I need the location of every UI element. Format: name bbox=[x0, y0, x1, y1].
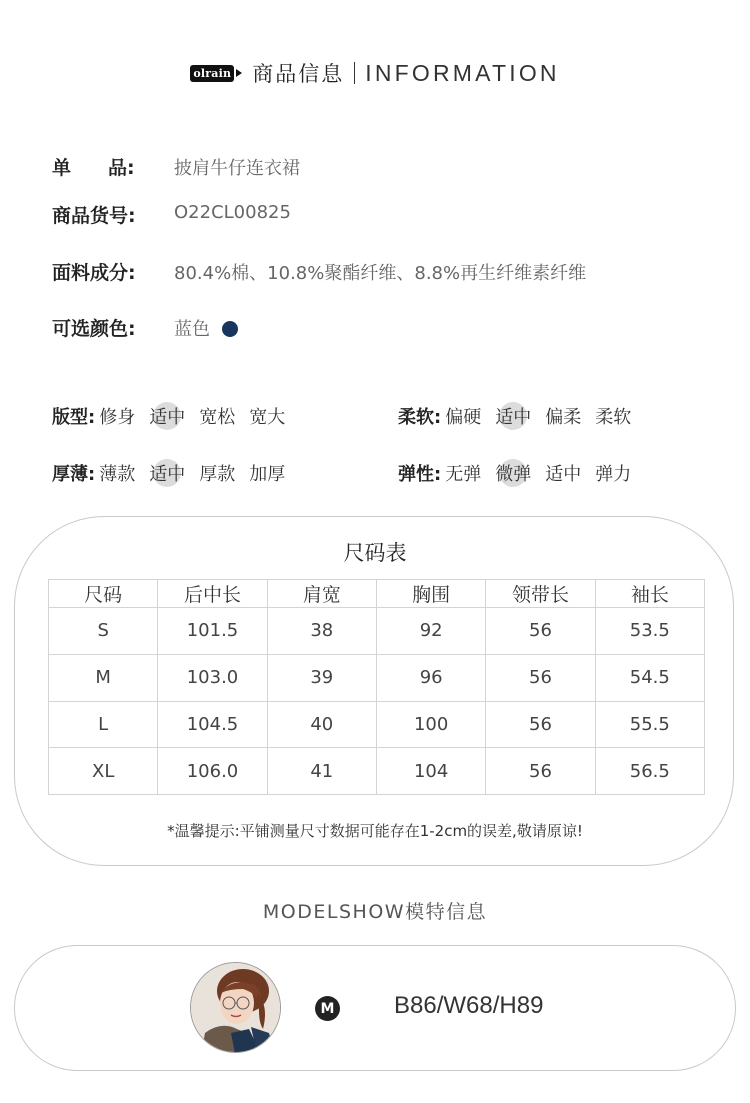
size-table-header-cell: 袖长 bbox=[595, 580, 704, 608]
table-cell: 103.0 bbox=[158, 654, 267, 701]
attr-option: 薄款 bbox=[99, 464, 136, 485]
table-cell: M bbox=[49, 654, 158, 701]
table-cell: 55.5 bbox=[595, 701, 704, 748]
attr-softness bbox=[398, 403, 631, 429]
table-cell: L bbox=[49, 701, 158, 748]
attr-label: 柔软: bbox=[398, 407, 442, 428]
model-heading: MODELSHOW模特信息 bbox=[262, 901, 488, 923]
table-cell: 56 bbox=[486, 701, 595, 748]
table-cell: 56.5 bbox=[595, 748, 704, 795]
attr-option: 宽松 bbox=[199, 407, 236, 428]
attr-label: 弹性: bbox=[398, 464, 442, 485]
table-cell: 101.5 bbox=[158, 608, 267, 655]
color-value-wrap bbox=[174, 315, 238, 341]
table-row bbox=[49, 608, 705, 655]
table-cell: 56 bbox=[486, 748, 595, 795]
model-card bbox=[14, 945, 736, 1071]
attr-fit bbox=[52, 403, 285, 429]
attr-option: 适中 bbox=[545, 464, 582, 485]
table-cell: 104 bbox=[376, 748, 485, 795]
table-cell: 92 bbox=[376, 608, 485, 655]
size-table-header-cell: 后中长 bbox=[158, 580, 267, 608]
table-cell: 39 bbox=[267, 654, 376, 701]
attr-option: 柔软 bbox=[595, 407, 632, 428]
color-label: 可选颜色: bbox=[52, 318, 136, 340]
material-value: 80.4%棉、10.8%聚酯纤维、8.8%再生纤维素纤维 bbox=[174, 263, 587, 284]
product-name-value: 披肩牛仔连衣裙 bbox=[174, 158, 300, 179]
attr-label: 版型: bbox=[52, 407, 96, 428]
attr-option: 适中 bbox=[495, 403, 531, 429]
brand-logo bbox=[190, 65, 234, 82]
table-cell: XL bbox=[49, 748, 158, 795]
size-note: *温馨提示:平铺测量尺寸数据可能存在1-2cm的误差,敬请原谅! bbox=[167, 822, 583, 840]
table-row bbox=[49, 748, 705, 795]
header-divider bbox=[354, 62, 355, 84]
header-title-en: INFORMATION bbox=[365, 59, 560, 86]
attr-option: 加厚 bbox=[249, 464, 286, 485]
attr-option: 厚款 bbox=[199, 464, 236, 485]
sku-value: O22CL00825 bbox=[174, 202, 291, 223]
attr-thickness bbox=[52, 460, 285, 486]
size-table-header-cell: 尺码 bbox=[49, 580, 158, 608]
table-cell: 106.0 bbox=[158, 748, 267, 795]
size-table-header-cell: 领带长 bbox=[486, 580, 595, 608]
product-name-label: 单品: bbox=[52, 157, 135, 179]
attr-option: 微弹 bbox=[495, 460, 531, 486]
size-table bbox=[48, 579, 705, 795]
size-table-header-cell: 胸围 bbox=[376, 580, 485, 608]
table-cell: 104.5 bbox=[158, 701, 267, 748]
table-cell: 96 bbox=[376, 654, 485, 701]
table-cell: 56 bbox=[486, 608, 595, 655]
table-cell: 41 bbox=[267, 748, 376, 795]
section-header bbox=[0, 55, 750, 91]
attr-option: 宽大 bbox=[249, 407, 286, 428]
material-label: 面料成分: bbox=[52, 262, 136, 284]
table-cell: 40 bbox=[267, 701, 376, 748]
model-portrait-image bbox=[191, 963, 281, 1053]
table-row bbox=[49, 701, 705, 748]
table-cell: 53.5 bbox=[595, 608, 704, 655]
model-measurements: B86/W68/H89 bbox=[394, 992, 544, 1019]
model-avatar bbox=[190, 962, 281, 1053]
attr-option: 修身 bbox=[99, 407, 136, 428]
attr-option: 适中 bbox=[149, 460, 185, 486]
table-cell: S bbox=[49, 608, 158, 655]
table-cell: 54.5 bbox=[595, 654, 704, 701]
size-table-header bbox=[49, 580, 705, 608]
attr-elasticity bbox=[398, 460, 631, 486]
attr-option: 偏柔 bbox=[545, 407, 582, 428]
sku-label: 商品货号: bbox=[52, 205, 136, 227]
color-value: 蓝色 bbox=[174, 319, 210, 340]
attr-option: 偏硬 bbox=[445, 407, 482, 428]
size-table-header-cell: 肩宽 bbox=[267, 580, 376, 608]
play-arrow-icon bbox=[236, 69, 242, 77]
table-cell: 38 bbox=[267, 608, 376, 655]
table-cell: 56 bbox=[486, 654, 595, 701]
size-table-title: 尺码表 bbox=[343, 541, 407, 565]
color-swatch bbox=[222, 321, 238, 337]
model-size-badge: M bbox=[315, 996, 340, 1021]
attr-option: 适中 bbox=[149, 403, 185, 429]
table-cell: 100 bbox=[376, 701, 485, 748]
table-row bbox=[49, 654, 705, 701]
attr-label: 厚薄: bbox=[52, 464, 96, 485]
attr-option: 弹力 bbox=[595, 464, 632, 485]
brand-logo-text: olrain bbox=[193, 66, 232, 80]
attr-option: 无弹 bbox=[445, 464, 482, 485]
header-title-cn: 商品信息 bbox=[252, 62, 345, 86]
